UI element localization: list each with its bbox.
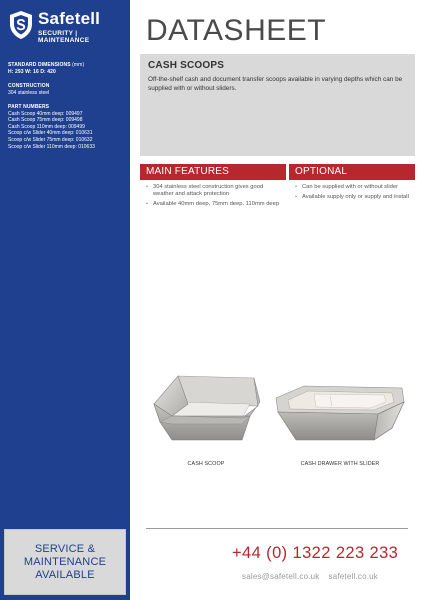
part-numbers-section [8,104,126,150]
brand-tagline: SECURITY | MAINTENANCE [38,30,90,44]
phone-number[interactable]: +44 (0) 1322 223 233 [232,544,399,562]
cash-drawer-caption: CASH DRAWER WITH SLIDER [300,461,380,467]
cash-scoop-image [150,372,262,447]
product-name: CASH SCOOPS [148,60,225,71]
part-number-item: Scoop c/w Slider 75mm deep: 010632 [8,136,93,143]
website-link[interactable]: safetell.co.uk [328,572,378,581]
part-numbers-heading: PART NUMBERS [8,104,50,110]
main-features-list [146,184,282,211]
optional-item: • Can be supplied with or without slider [295,184,411,191]
shield-icon [8,10,34,40]
part-number-item: Cash Scoop 110mm deep: 009499 [8,123,85,130]
service-line: AVAILABLE [35,568,95,581]
part-number-item: Scoop c/w Slider 110mm deep: 010633 [8,143,95,150]
construction-value: 304 stainless steel [8,89,50,96]
feature-item: • Available 40mm deep, 75mm deep, 110mm deep [146,201,282,208]
optional-list [295,184,411,204]
part-number-item: Cash Scoop 40mm deep: 009497 [8,110,83,117]
dimensions-value: H: 293 W: 16 D: 420 [8,68,56,75]
product-description: Off-the-shelf cash and document transfer scoops available in varying depths which can be supplied with or without sliders. [148,76,403,92]
product-panel [140,54,415,156]
sidebar [0,0,130,600]
construction-section [8,83,126,96]
construction-heading: CONSTRUCTION [8,83,50,89]
service-box [4,529,126,595]
contact-line [242,572,387,581]
part-number-item: Cash Scoop 75mm deep: 009498 [8,117,83,124]
optional-item: • Available supply only or supply and install [295,194,411,201]
feature-item: • 304 stainless steel construction gives good weather and attack protection [146,184,282,198]
cash-scoop-caption: CASH SCOOP [187,461,225,467]
cash-drawer-image [274,380,406,447]
main-features-heading: MAIN FEATURES [140,164,286,180]
dimensions-heading: STANDARD DIMENSIONS [8,62,71,68]
part-number-item: Scoop c/w Slider 40mm deep: 010631 [8,130,93,137]
brand-name: Safetell [38,9,101,28]
brand-logo[interactable] [8,10,130,44]
dimensions-unit: (mm) [72,62,85,68]
page-title: DATASHEET [146,14,327,47]
footer-divider [146,528,408,529]
dimensions-section [8,62,126,75]
optional-heading: OPTIONAL [289,164,415,180]
service-line: SERVICE & [34,542,96,555]
email-link[interactable]: sales@safetell.co.uk [242,572,320,581]
service-line: MAINTENANCE [23,555,107,568]
